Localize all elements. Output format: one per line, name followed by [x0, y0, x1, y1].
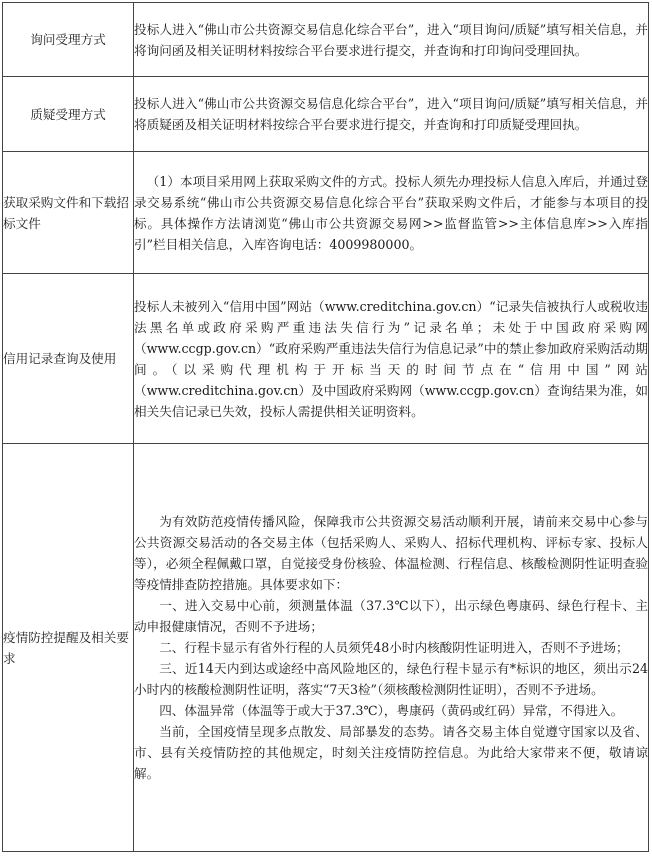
epidemic-item-4: 四、体温异常（体温等于或大于37.3℃），粤康码（黄码或红码）异常，不得进入。 [159, 703, 624, 718]
epidemic-closing: 当前，全国疫情呈现多点散发、局部暴发的态势。请各交易主体自觉遵守国家以及省、市、县有关疫情防控的其他规定，时刻关注疫情防控信息。为此给大家带来不便，敬请谅解。 [134, 724, 648, 781]
epidemic-item-3: 三、近14天内到达或途经中高风险地区的，绿色行程卡显示有*标识的地区，须出示24小时内的核酸检测阴性证明，落实“7天3检”（须核酸检测阴性证明），否则不予进场。 [134, 661, 648, 697]
epidemic-item-1: 一、进入交易中心前，须测量体温（37.3℃以下），出示绿色粤康码、绿色行程卡、主动申报健康情况，否则不予进场； [134, 598, 648, 634]
row-content-epidemic [134, 444, 649, 852]
epidemic-item-2: 二、行程卡显示有省外行程的人员须凭48小时内核酸阴性证明进入，否则不予进场； [159, 640, 629, 655]
row-content-inquiry [134, 3, 649, 77]
table-row [3, 3, 649, 77]
table-row [3, 444, 649, 852]
credit-record-text: 投标人未被列入“信用中国”网站（www.creditchina.gov.cn）“记录失信被执行人或税收违法黑名单或政府采购严重违法失信行为”记录名单；未处于中国政府采购网（www.ccgp.gov.cn）“政府采购严重违法失信行为信息记录”中的禁止参加政府采购活动期间。（以采购代理机构于开标当天的时间节点在“信用中国”网站（www.creditchina.gov.cn）及中国政府采购网（www.ccgp.gov.cn）查询结果为准，如相关失信记录已失效，投标人需提供相关证明资料。 [134, 298, 648, 419]
table-row [3, 77, 649, 152]
row-label-epidemic: 疫情防控提醒及相关要求 [3, 444, 134, 852]
challenge-text: 投标人进入“佛山市公共资源交易信息化综合平台”，进入“项目询问/质疑”填写相关信息，并将质疑函及相关证明材料按综合平台要求进行提交，并查询和打印质疑受理回执。 [134, 96, 648, 132]
epidemic-intro: 为有效防范疫情传播风险，保障我市公共资源交易活动顺利开展，请前来交易中心参与公共资源交易活动的各交易主体（包括采购人、采购人、招标代理机构、评标专家、投标人等），必须全程佩戴口罩，自觉接受身份核验、体温检测、行程信息、核酸检测阴性证明查验等疫情排查防控措施。具体要求如下： [134, 514, 648, 592]
table-row [3, 274, 649, 444]
row-label-inquiry: 询问受理方式 [3, 3, 134, 77]
row-content-obtain-documents [134, 152, 649, 274]
table-row [3, 152, 649, 274]
row-label-obtain-documents: 获取采购文件和下载招标文件 [3, 152, 134, 274]
inquiry-text: 投标人进入“佛山市公共资源交易信息化综合平台”，进入“项目询问/质疑”填写相关信息，并将询问函及相关证明材料按综合平台要求进行提交，并查询和打印询问受理回执。 [134, 21, 648, 58]
obtain-documents-text: （1）本项目采用网上获取采购文件的方式。投标人须先办理投标人信息入库后，并通过登录交易系统“佛山市公共资源交易信息化综合平台”获取采购文件后，才能参与本项目的投标。具体操作方法请浏览“佛山市公共资源交易网>>监督监管>>主体信息库>>入库指引”栏目相关信息，入库咨询电话：4009980000。 [134, 173, 648, 252]
info-table [2, 2, 649, 852]
row-label-credit-record: 信用记录查询及使用 [3, 274, 134, 444]
row-content-challenge [134, 77, 649, 152]
row-label-challenge: 质疑受理方式 [3, 77, 134, 152]
row-content-credit-record [134, 274, 649, 444]
